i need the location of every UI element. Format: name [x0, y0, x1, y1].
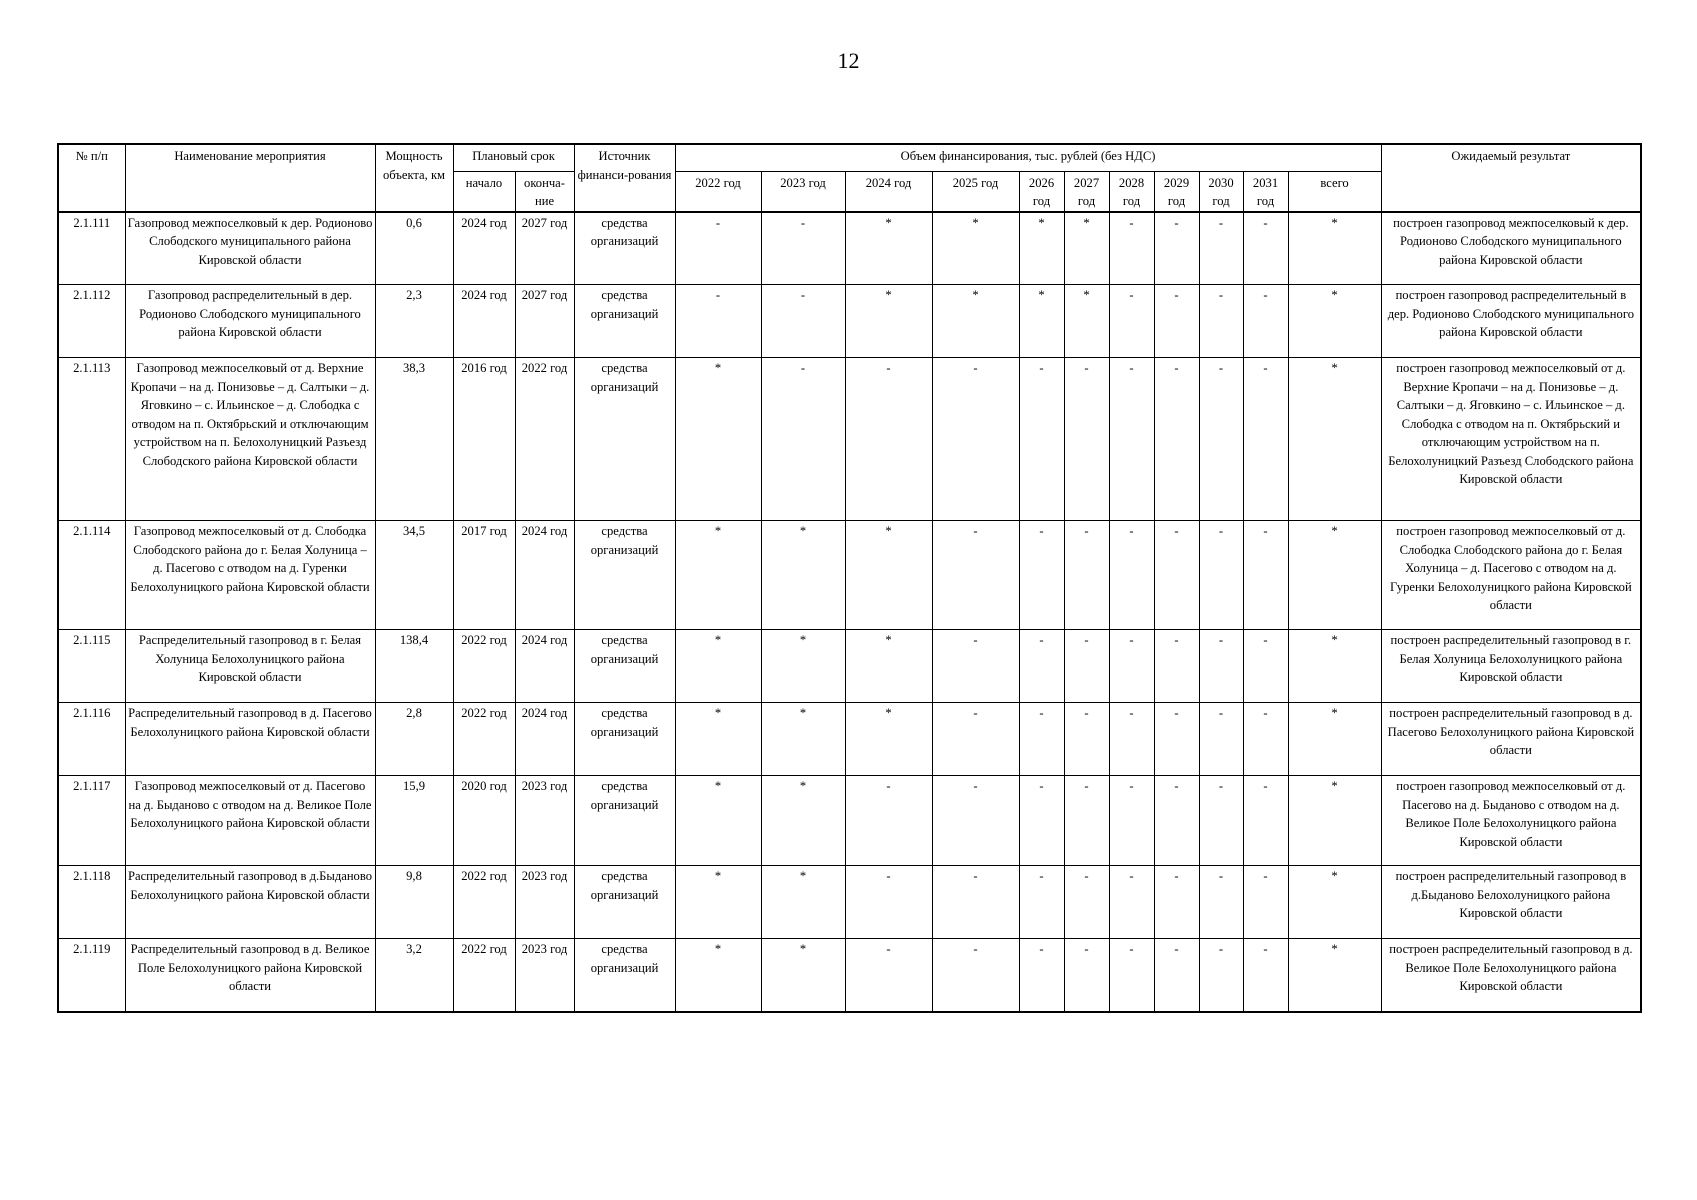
row-year-value: -	[1019, 630, 1064, 703]
row-number: 2.1.116	[58, 703, 125, 776]
row-year-value: -	[1019, 703, 1064, 776]
row-total: *	[1288, 866, 1381, 939]
header-start: начало	[453, 171, 515, 212]
row-year-value: *	[1064, 212, 1109, 285]
row-number: 2.1.114	[58, 521, 125, 630]
header-year: 2027 год	[1064, 171, 1109, 212]
header-result: Ожидаемый результат	[1381, 144, 1641, 212]
row-year-value: -	[1199, 212, 1243, 285]
table-header	[58, 144, 1641, 212]
row-year-value: -	[932, 776, 1019, 866]
header-year: 2026 год	[1019, 171, 1064, 212]
row-year-value: -	[1064, 630, 1109, 703]
row-year-value: -	[1064, 521, 1109, 630]
row-year-value: -	[1109, 866, 1154, 939]
row-year-value: -	[1064, 703, 1109, 776]
row-result: построен распределительный газопровод в д. Пасегово Белохолуницкого района Кировской области	[1381, 703, 1641, 776]
financing-plan-table	[57, 143, 1642, 1013]
row-year-value: -	[1243, 866, 1288, 939]
row-number: 2.1.118	[58, 866, 125, 939]
row-year-value: -	[1199, 630, 1243, 703]
row-year-value: -	[1199, 776, 1243, 866]
row-year-value: -	[1199, 866, 1243, 939]
row-year-value: -	[1243, 358, 1288, 521]
row-year-value: -	[845, 939, 932, 1012]
row-year-value: -	[932, 358, 1019, 521]
header-year: 2024 год	[845, 171, 932, 212]
row-total: *	[1288, 285, 1381, 358]
row-year-value: -	[1064, 358, 1109, 521]
row-year-value: -	[845, 358, 932, 521]
table-row	[58, 703, 1641, 776]
row-total: *	[1288, 212, 1381, 285]
row-year-value: -	[932, 703, 1019, 776]
row-start: 2016 год	[453, 358, 515, 521]
row-end: 2023 год	[515, 866, 574, 939]
row-name: Распределительный газопровод в г. Белая Холуница Белохолуницкого района Кировской области	[125, 630, 375, 703]
row-year-value: -	[675, 285, 761, 358]
header-year: 2029 год	[1154, 171, 1199, 212]
row-year-value: -	[1019, 521, 1064, 630]
row-year-value: -	[1109, 630, 1154, 703]
row-year-value: -	[1064, 866, 1109, 939]
row-year-value: *	[675, 866, 761, 939]
row-year-value: -	[1243, 521, 1288, 630]
row-year-value: -	[932, 521, 1019, 630]
row-year-value: *	[761, 703, 845, 776]
row-year-value: -	[932, 866, 1019, 939]
row-source: средства организаций	[574, 630, 675, 703]
row-year-value: *	[761, 630, 845, 703]
row-year-value: -	[1154, 212, 1199, 285]
row-source: средства организаций	[574, 521, 675, 630]
row-year-value: *	[845, 630, 932, 703]
row-end: 2027 год	[515, 285, 574, 358]
row-year-value: *	[932, 285, 1019, 358]
table-row	[58, 630, 1641, 703]
header-source: Источник финанси-рования	[574, 144, 675, 212]
row-end: 2024 год	[515, 703, 574, 776]
row-start: 2022 год	[453, 703, 515, 776]
row-source: средства организаций	[574, 939, 675, 1012]
header-year: 2022 год	[675, 171, 761, 212]
row-year-value: -	[1199, 285, 1243, 358]
row-number: 2.1.112	[58, 285, 125, 358]
row-year-value: -	[1109, 776, 1154, 866]
row-name: Газопровод межпоселковый от д. Слободка Слободского района до г. Белая Холуница – д. Пасегово с отводом на д. Гуренки Белохолуницкого района Кировской области	[125, 521, 375, 630]
row-year-value: -	[1243, 939, 1288, 1012]
row-year-value: -	[1109, 358, 1154, 521]
row-year-value: -	[1019, 358, 1064, 521]
row-year-value: -	[1154, 939, 1199, 1012]
row-name: Газопровод межпоселковый от д. Верхние Кропачи – на д. Понизовье – д. Салтыки – д. Яговкино – с. Ильинское – д. Слободка с отводом на п. Октябрьский и отключающим устройством на п. Белохолуницкий Разъезд Слободского района Кировской области	[125, 358, 375, 521]
row-year-value: -	[1243, 630, 1288, 703]
row-capacity: 2,8	[375, 703, 453, 776]
row-year-value: -	[1154, 630, 1199, 703]
row-end: 2024 год	[515, 630, 574, 703]
row-year-value: -	[932, 630, 1019, 703]
header-capacity: Мощность объекта, км	[375, 144, 453, 212]
row-capacity: 3,2	[375, 939, 453, 1012]
row-total: *	[1288, 358, 1381, 521]
row-start: 2022 год	[453, 939, 515, 1012]
row-year-value: *	[675, 703, 761, 776]
row-end: 2023 год	[515, 939, 574, 1012]
row-start: 2024 год	[453, 212, 515, 285]
header-name: Наименование мероприятия	[125, 144, 375, 212]
row-year-value: -	[1154, 776, 1199, 866]
row-year-value: -	[1154, 866, 1199, 939]
row-year-value: -	[1109, 703, 1154, 776]
header-year: 2030 год	[1199, 171, 1243, 212]
row-result: построен газопровод межпоселковый от д. Верхние Кропачи – на д. Понизовье – д. Салтыки – д. Яговкино – с. Ильинское – д. Слободка с отводом на п. Октябрьский и отключающим устройством на п. Белохолуницкий Разъезд Слободского района Кировской области	[1381, 358, 1641, 521]
row-end: 2023 год	[515, 776, 574, 866]
table-row	[58, 212, 1641, 285]
row-name: Распределительный газопровод в д. Великое Поле Белохолуницкого района Кировской области	[125, 939, 375, 1012]
row-year-value: -	[1199, 521, 1243, 630]
row-result: построен газопровод межпоселковый к дер. Родионово Слободского муниципального района Кировской области	[1381, 212, 1641, 285]
row-total: *	[1288, 776, 1381, 866]
row-year-value: *	[1019, 285, 1064, 358]
row-name: Распределительный газопровод в д.Быданово Белохолуницкого района Кировской области	[125, 866, 375, 939]
row-source: средства организаций	[574, 866, 675, 939]
row-year-value: -	[1064, 776, 1109, 866]
table-row	[58, 358, 1641, 521]
table-row	[58, 776, 1641, 866]
row-capacity: 34,5	[375, 521, 453, 630]
row-capacity: 15,9	[375, 776, 453, 866]
row-year-value: -	[1154, 703, 1199, 776]
row-name: Распределительный газопровод в д. Пасегово Белохолуницкого района Кировской области	[125, 703, 375, 776]
page-number: 12	[837, 48, 860, 73]
row-result: построен газопровод распределительный в дер. Родионово Слободского муниципального района Кировской области	[1381, 285, 1641, 358]
row-year-value: -	[1109, 939, 1154, 1012]
row-total: *	[1288, 630, 1381, 703]
row-year-value: *	[761, 866, 845, 939]
row-total: *	[1288, 939, 1381, 1012]
row-source: средства организаций	[574, 212, 675, 285]
table-body	[58, 212, 1641, 1012]
table-row	[58, 866, 1641, 939]
row-result: построен распределительный газопровод в д.Быданово Белохолуницкого района Кировской области	[1381, 866, 1641, 939]
row-result: построен распределительный газопровод в д. Великое Поле Белохолуницкого района Кировской области	[1381, 939, 1641, 1012]
row-end: 2027 год	[515, 212, 574, 285]
row-year-value: *	[845, 521, 932, 630]
row-year-value: *	[675, 521, 761, 630]
row-name: Газопровод распределительный в дер. Родионово Слободского муниципального района Кировской области	[125, 285, 375, 358]
row-end: 2024 год	[515, 521, 574, 630]
row-year-value: *	[845, 285, 932, 358]
row-year-value: *	[675, 939, 761, 1012]
row-year-value: -	[845, 776, 932, 866]
row-year-value: -	[761, 212, 845, 285]
header-end: оконча-ние	[515, 171, 574, 212]
row-year-value: -	[1154, 285, 1199, 358]
row-name: Газопровод межпоселковый к дер. Родионово Слободского муниципального района Кировской области	[125, 212, 375, 285]
row-number: 2.1.117	[58, 776, 125, 866]
row-year-value: *	[845, 212, 932, 285]
header-year: 2031 год	[1243, 171, 1288, 212]
row-name: Газопровод межпоселковый от д. Пасегово на д. Быданово с отводом на д. Великое Поле Белохолуницкого района Кировской области	[125, 776, 375, 866]
row-year-value: -	[845, 866, 932, 939]
row-total: *	[1288, 703, 1381, 776]
row-year-value: -	[1243, 776, 1288, 866]
header-year: 2023 год	[761, 171, 845, 212]
row-start: 2024 год	[453, 285, 515, 358]
row-capacity: 38,3	[375, 358, 453, 521]
row-capacity: 9,8	[375, 866, 453, 939]
row-year-value: -	[1109, 521, 1154, 630]
row-year-value: -	[1019, 776, 1064, 866]
row-result: построен газопровод межпоселковый от д. Слободка Слободского района до г. Белая Холуница – д. Пасегово с отводом на д. Гуренки Белохолуницкого района Кировской области	[1381, 521, 1641, 630]
row-start: 2022 год	[453, 866, 515, 939]
row-number: 2.1.111	[58, 212, 125, 285]
row-year-value: -	[1019, 939, 1064, 1012]
row-year-value: *	[932, 212, 1019, 285]
row-year-value: -	[761, 285, 845, 358]
row-source: средства организаций	[574, 776, 675, 866]
row-end: 2022 год	[515, 358, 574, 521]
row-year-value: *	[845, 703, 932, 776]
table-row	[58, 521, 1641, 630]
row-result: построен газопровод межпоселковый от д. Пасегово на д. Быданово с отводом на д. Великое Поле Белохолуницкого района Кировской области	[1381, 776, 1641, 866]
header-year: 2025 год	[932, 171, 1019, 212]
row-year-value: -	[1154, 358, 1199, 521]
row-year-value: -	[1243, 703, 1288, 776]
row-year-value: -	[1109, 285, 1154, 358]
table-row	[58, 285, 1641, 358]
row-start: 2020 год	[453, 776, 515, 866]
header-num: № п/п	[58, 144, 125, 212]
row-source: средства организаций	[574, 358, 675, 521]
row-capacity: 0,6	[375, 212, 453, 285]
row-year-value: -	[1199, 358, 1243, 521]
row-number: 2.1.113	[58, 358, 125, 521]
row-year-value: *	[1064, 285, 1109, 358]
row-year-value: *	[761, 521, 845, 630]
row-number: 2.1.115	[58, 630, 125, 703]
row-year-value: *	[1019, 212, 1064, 285]
row-year-value: -	[1243, 285, 1288, 358]
row-year-value: -	[1019, 866, 1064, 939]
header-year: 2028 год	[1109, 171, 1154, 212]
row-year-value: -	[932, 939, 1019, 1012]
table-row	[58, 939, 1641, 1012]
row-year-value: -	[761, 358, 845, 521]
row-total: *	[1288, 521, 1381, 630]
row-year-value: -	[675, 212, 761, 285]
row-start: 2022 год	[453, 630, 515, 703]
row-year-value: *	[675, 776, 761, 866]
row-year-value: *	[675, 630, 761, 703]
row-year-value: -	[1199, 703, 1243, 776]
row-year-value: *	[675, 358, 761, 521]
row-year-value: *	[761, 776, 845, 866]
header-financing: Объем финансирования, тыс. рублей (без НДС)	[675, 144, 1381, 171]
row-source: средства организаций	[574, 285, 675, 358]
row-year-value: -	[1243, 212, 1288, 285]
header-period: Плановый срок	[453, 144, 574, 171]
header-total: всего	[1288, 171, 1381, 212]
row-year-value: -	[1154, 521, 1199, 630]
row-year-value: -	[1199, 939, 1243, 1012]
row-year-value: -	[1109, 212, 1154, 285]
row-capacity: 138,4	[375, 630, 453, 703]
row-year-value: *	[761, 939, 845, 1012]
row-result: построен распределительный газопровод в г. Белая Холуница Белохолуницкого района Кировской области	[1381, 630, 1641, 703]
row-start: 2017 год	[453, 521, 515, 630]
row-capacity: 2,3	[375, 285, 453, 358]
row-number: 2.1.119	[58, 939, 125, 1012]
row-year-value: -	[1064, 939, 1109, 1012]
row-source: средства организаций	[574, 703, 675, 776]
